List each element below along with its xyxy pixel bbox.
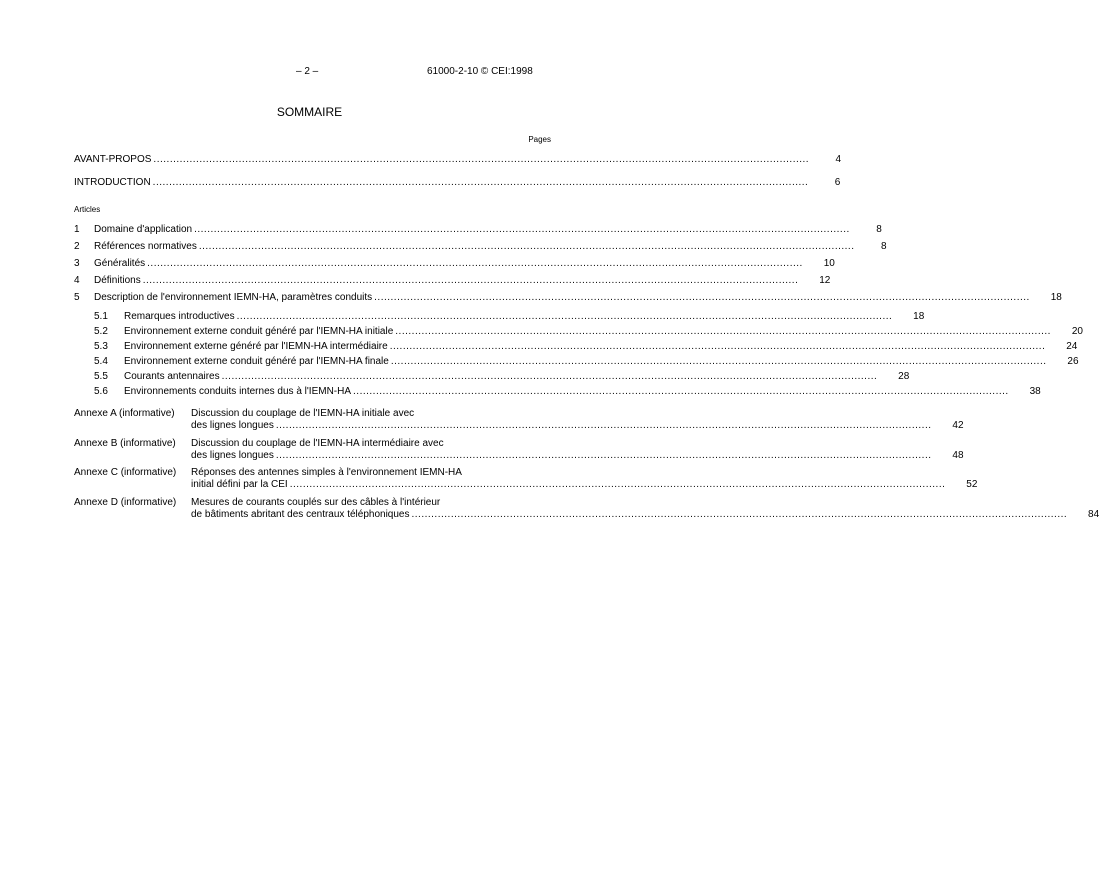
toc-subsection-number: 5.6 [94, 386, 108, 397]
toc-annex-a[interactable] [74, 408, 964, 434]
toc-section-page: 12 [819, 275, 831, 286]
toc-section-3[interactable] [74, 258, 835, 270]
toc-subsection-label: Remarques introductives [124, 311, 235, 322]
leader-dots: ........................................................................................................................................................................................................ [275, 420, 932, 431]
toc-section-1[interactable] [74, 224, 882, 236]
toc-subsection-5-6[interactable] [94, 386, 1041, 398]
toc-section-label: Définitions [94, 275, 141, 286]
document-reference: 61000-2-10 © CEI:1998 [427, 66, 533, 77]
leader-dots: ........................................................................................................................................................................................................ [147, 258, 803, 269]
leader-dots: ........................................................................................................................................................................................................ [153, 154, 810, 165]
toc-subsection-5-1[interactable] [94, 311, 925, 323]
toc-section-2[interactable] [74, 241, 887, 253]
annex-page: 84 [1088, 509, 1099, 520]
leader-dots: ........................................................................................................................................................................................................ [395, 326, 1051, 337]
toc-section-number: 5 [74, 292, 80, 303]
leader-dots: ........................................................................................................................................................................................................ [411, 509, 1068, 520]
toc-subsection-page: 24 [1066, 341, 1078, 352]
toc-section-number: 1 [74, 224, 80, 235]
annex-page: 48 [952, 450, 964, 461]
toc-subsection-number: 5.3 [94, 341, 108, 352]
annex-title-line2: des lignes longues [191, 450, 274, 461]
toc-subsection-label: Environnements conduits internes dus à l'IEMN-HA [124, 386, 352, 397]
toc-section-number: 3 [74, 258, 80, 269]
annex-title-line1: Discussion du couplage de l'IEMN-HA intermédiaire avec [191, 438, 444, 449]
pages-column-label: Pages [528, 135, 551, 144]
toc-subsection-label: Environnement externe généré par l'IEMN-HA intermédiaire [124, 341, 388, 352]
toc-section-label: Références normatives [94, 241, 197, 252]
leader-dots: ........................................................................................................................................................................................................ [289, 479, 946, 490]
toc-subsection-label: Environnement externe conduit généré par l'IEMN-HA finale [124, 356, 389, 367]
annex-heading: Annexe B (informative) [74, 438, 176, 449]
toc-section-5[interactable] [74, 292, 1062, 304]
toc-entry-avant-propos[interactable] [74, 154, 842, 166]
toc-section-page: 8 [880, 241, 887, 252]
toc-subsection-page: 20 [1071, 326, 1083, 337]
toc-subsection-5-4[interactable] [94, 356, 1079, 368]
toc-annex-c[interactable] [74, 467, 978, 493]
page-number: – 2 – [296, 66, 319, 77]
annex-title-line2: des lignes longues [191, 420, 274, 431]
toc-subsection-page: 18 [913, 311, 925, 322]
articles-label: Articles [74, 205, 101, 214]
toc-entry-page: 6 [834, 177, 841, 188]
toc-annex-b[interactable] [74, 438, 964, 464]
annex-title-line1: Mesures de courants couplés sur des câbles à l'intérieur [191, 497, 441, 508]
toc-subsection-number: 5.4 [94, 356, 108, 367]
leader-dots: ........................................................................................................................................................................................................ [275, 450, 932, 461]
toc-section-page: 18 [1050, 292, 1062, 303]
annex-heading: Annexe A (informative) [74, 408, 175, 419]
toc-subsection-page: 26 [1067, 356, 1079, 367]
toc-annex-d[interactable] [74, 497, 1099, 523]
toc-entry-label: INTRODUCTION [74, 177, 151, 188]
toc-section-number: 4 [74, 275, 80, 286]
annex-title-line2: de bâtiments abritant des centraux téléphoniques [191, 509, 410, 520]
toc-subsection-number: 5.1 [94, 311, 108, 322]
annex-title-line1: Discussion du couplage de l'IEMN-HA initiale avec [191, 408, 415, 419]
page-title: SOMMAIRE [276, 105, 343, 119]
toc-subsection-label: Courants antennaires [124, 371, 220, 382]
leader-dots: ........................................................................................................................................................................................................ [194, 224, 850, 235]
toc-subsection-page: 38 [1029, 386, 1041, 397]
leader-dots: ........................................................................................................................................................................................................ [236, 311, 893, 322]
toc-subsection-label: Environnement externe conduit généré par l'IEMN-HA initiale [124, 326, 394, 337]
leader-dots: ........................................................................................................................................................................................................ [389, 341, 1046, 352]
toc-section-4[interactable] [74, 275, 831, 287]
toc-subsection-number: 5.2 [94, 326, 108, 337]
leader-dots: ........................................................................................................................................................................................................ [353, 386, 1009, 397]
leader-dots: ........................................................................................................................................................................................................ [142, 275, 799, 286]
toc-section-number: 2 [74, 241, 80, 252]
leader-dots: ........................................................................................................................................................................................................ [221, 371, 878, 382]
toc-subsection-5-5[interactable] [94, 371, 910, 383]
leader-dots: ........................................................................................................................................................................................................ [390, 356, 1047, 367]
annex-page: 52 [966, 479, 978, 490]
leader-dots: ........................................................................................................................................................................................................ [152, 177, 809, 188]
annex-heading: Annexe C (informative) [74, 467, 177, 478]
toc-entry-label: AVANT-PROPOS [74, 154, 152, 165]
leader-dots: ........................................................................................................................................................................................................ [374, 292, 1030, 303]
toc-section-label: Description de l'environnement IEMN-HA, paramètres conduits [94, 292, 373, 303]
toc-section-label: Domaine d'application [94, 224, 193, 235]
toc-entry-page: 4 [835, 154, 842, 165]
toc-subsection-5-3[interactable] [94, 341, 1078, 353]
toc-section-page: 10 [823, 258, 835, 269]
toc-section-page: 8 [876, 224, 882, 235]
toc-section-label: Généralités [94, 258, 146, 269]
leader-dots: ........................................................................................................................................................................................................ [198, 241, 855, 252]
toc-subsection-number: 5.5 [94, 371, 108, 382]
annex-title-line2: initial défini par la CEI [191, 479, 288, 490]
annex-heading: Annexe D (informative) [74, 497, 177, 508]
toc-subsection-page: 28 [898, 371, 910, 382]
annex-page: 42 [952, 420, 964, 431]
annex-title-line1: Réponses des antennes simples à l'environnement IEMN-HA [191, 467, 462, 478]
toc-subsection-5-2[interactable] [94, 326, 1083, 338]
toc-entry-introduction[interactable] [74, 177, 841, 189]
